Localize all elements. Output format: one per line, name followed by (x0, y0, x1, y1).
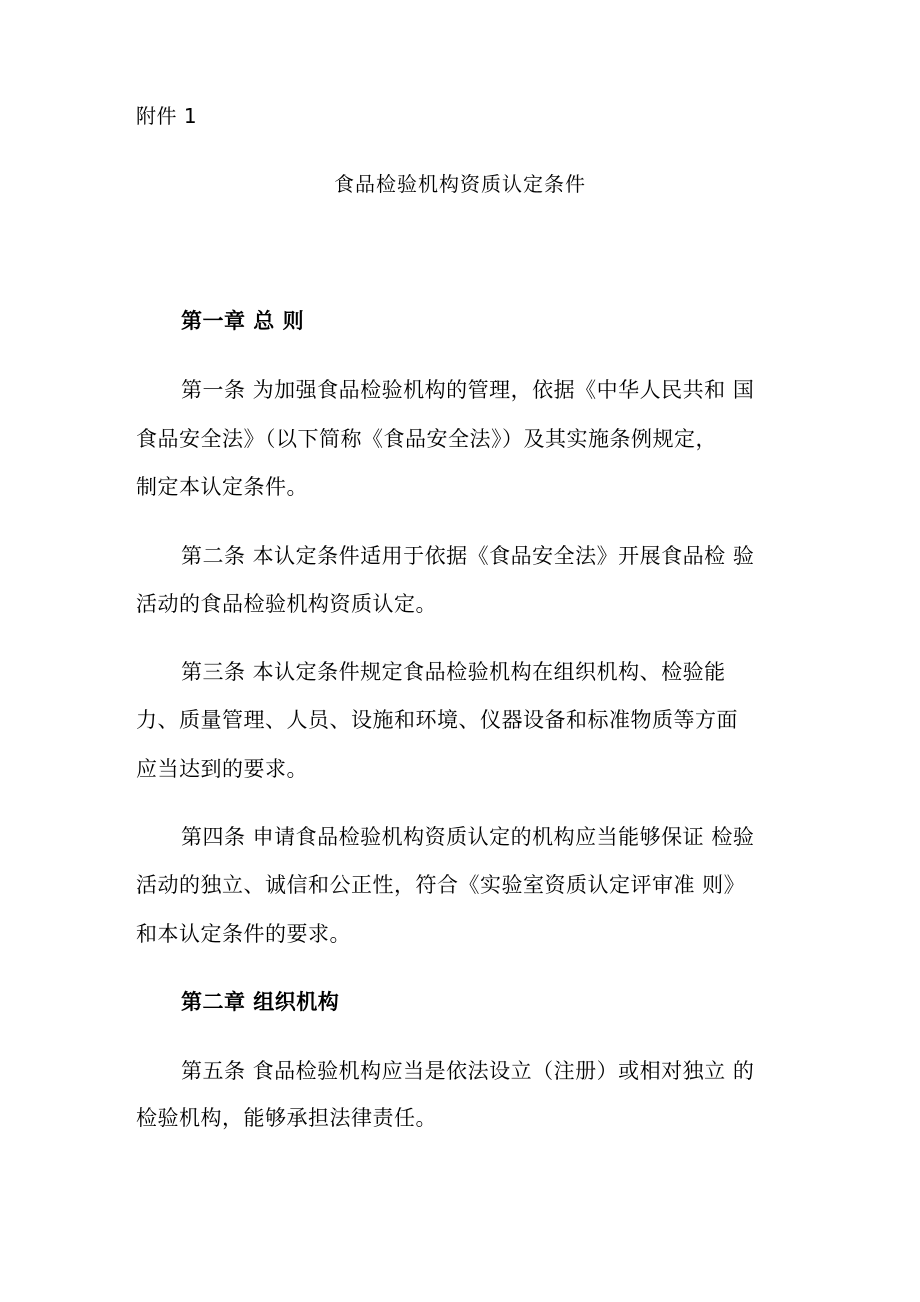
article-1-line-3: 制定本认定条件。 (136, 475, 308, 499)
article-4-line-3: 和本认定条件的要求。 (136, 922, 351, 946)
article-1-line-1: 第一条 为加强食品检验机构的管理，依据《中华人民共和 国 (181, 378, 755, 402)
article-3-line-1: 第三条 本认定条件规定食品检验机构在组织机构、检验能 (181, 660, 726, 684)
article-5-line-2: 检验机构，能够承担法律责任。 (136, 1106, 437, 1130)
chapter-2-heading: 第二章 组织机构 (181, 990, 340, 1014)
document-title: 食品检验机构资质认定条件 (334, 172, 586, 196)
article-5-line-1: 第五条 食品检验机构应当是依法设立（注册）或相对独立 的 (181, 1059, 755, 1083)
article-1-line-2: 食品安全法》（以下简称《食品安全法》）及其实施条例规定， (136, 427, 717, 451)
attachment-label: 附件 1 (136, 104, 198, 128)
article-3-line-2: 力、质量管理、人员、设施和环境、仪器设备和标准物质等方面 (136, 708, 738, 732)
article-3-line-3: 应当达到的要求。 (136, 757, 308, 781)
article-2-line-2: 活动的食品检验机构资质认定。 (136, 592, 437, 616)
article-2-line-1: 第二条 本认定条件适用于依据《食品安全法》开展食品检 验 (181, 544, 755, 568)
article-4-line-1: 第四条 申请食品检验机构资质认定的机构应当能够保证 检验 (181, 825, 755, 849)
chapter-1-heading: 第一章 总 则 (181, 309, 305, 333)
article-4-line-2: 活动的独立、诚信和公正性，符合《实验室资质认定评审准 则》 (136, 873, 746, 897)
